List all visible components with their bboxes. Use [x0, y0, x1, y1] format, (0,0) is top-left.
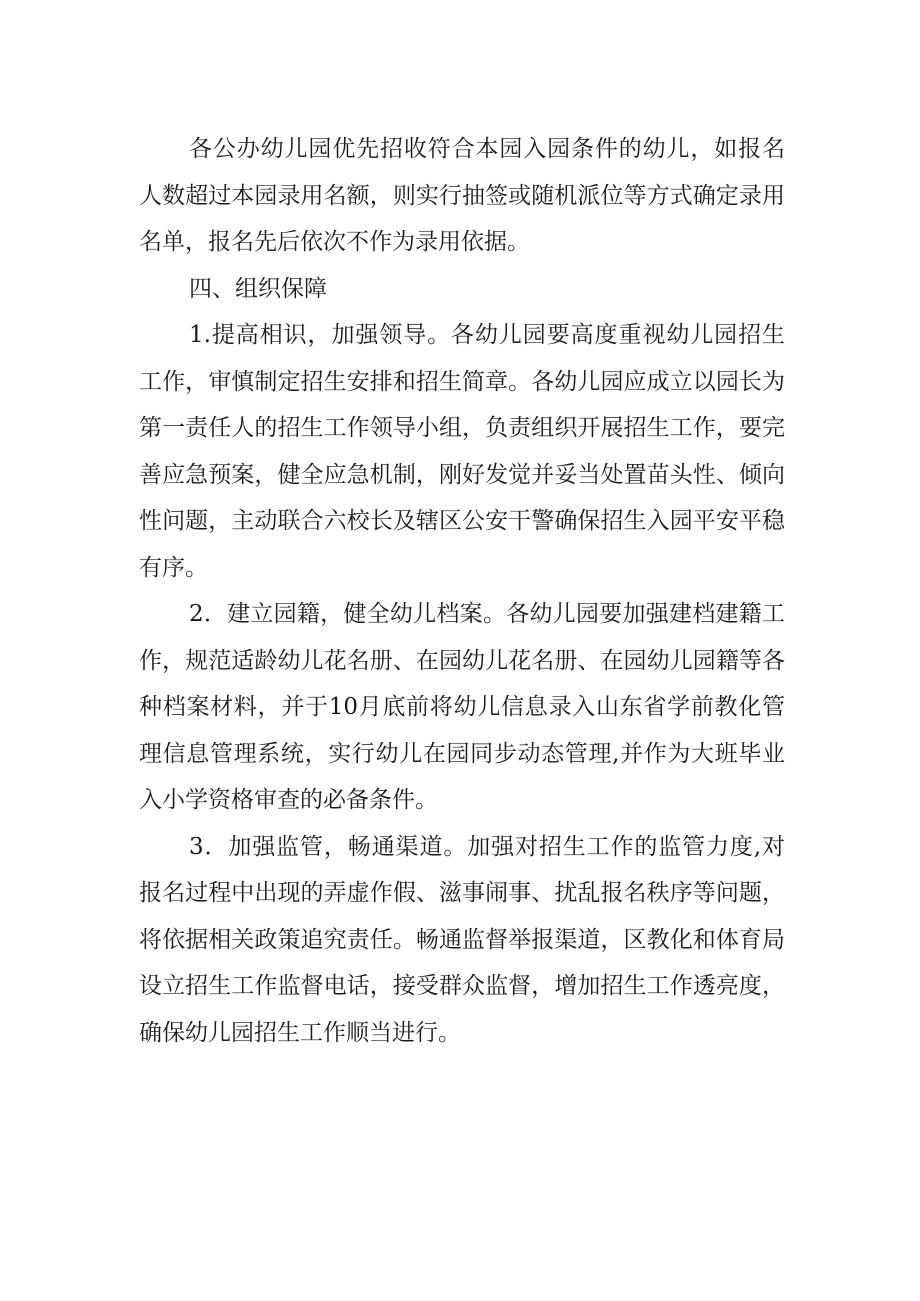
paragraph-leadership: 1.提高相识，加强领导。各幼儿园要高度重视幼儿园招生工作，审慎制定招生安排和招生简章。各幼儿园应成立以园长为第一责任人的招生工作领导小组，负责组织开展招生工作，要完善应急预案，健全应急机制，刚好发觉并妥当处置苗头性、倾向性问题，主动联合六校长及辖区公安干警确保招生入园平安平稳有序。	[139, 322, 785, 581]
section-heading-organization: 四、组织保障	[189, 275, 327, 302]
paragraph-supervision: 3．加强监管，畅通渠道。加强对招生工作的监管力度,对报名过程中出现的弄虚作假、滋事闹事、扰乱报名秩序等问题，将依据相关政策追究责任。畅通监督举报渠道，区教化和体育局设立招生工作监督电话，接受群众监督，增加招生工作透亮度，确保幼儿园招生工作顺当进行。	[139, 833, 785, 1046]
paragraph-enrollment-priority: 各公办幼儿园优先招收符合本园入园条件的幼儿，如报名人数超过本园录用名额，则实行抽签或随机派位等方式确定录用名单，报名先后依次不作为录用依据。	[139, 136, 785, 255]
paragraph-enrollment-records: 2．建立园籍，健全幼儿档案。各幼儿园要加强建档建籍工作，规范适龄幼儿花名册、在园幼儿花名册、在园幼儿园籍等各种档案材料，并于10月底前将幼儿信息录入山东省学前教化管理信息管理系统，实行幼儿在园同步动态管理,并作为大班毕业入小学资格审查的必备条件。	[139, 601, 785, 813]
document-body	[139, 126, 785, 1056]
